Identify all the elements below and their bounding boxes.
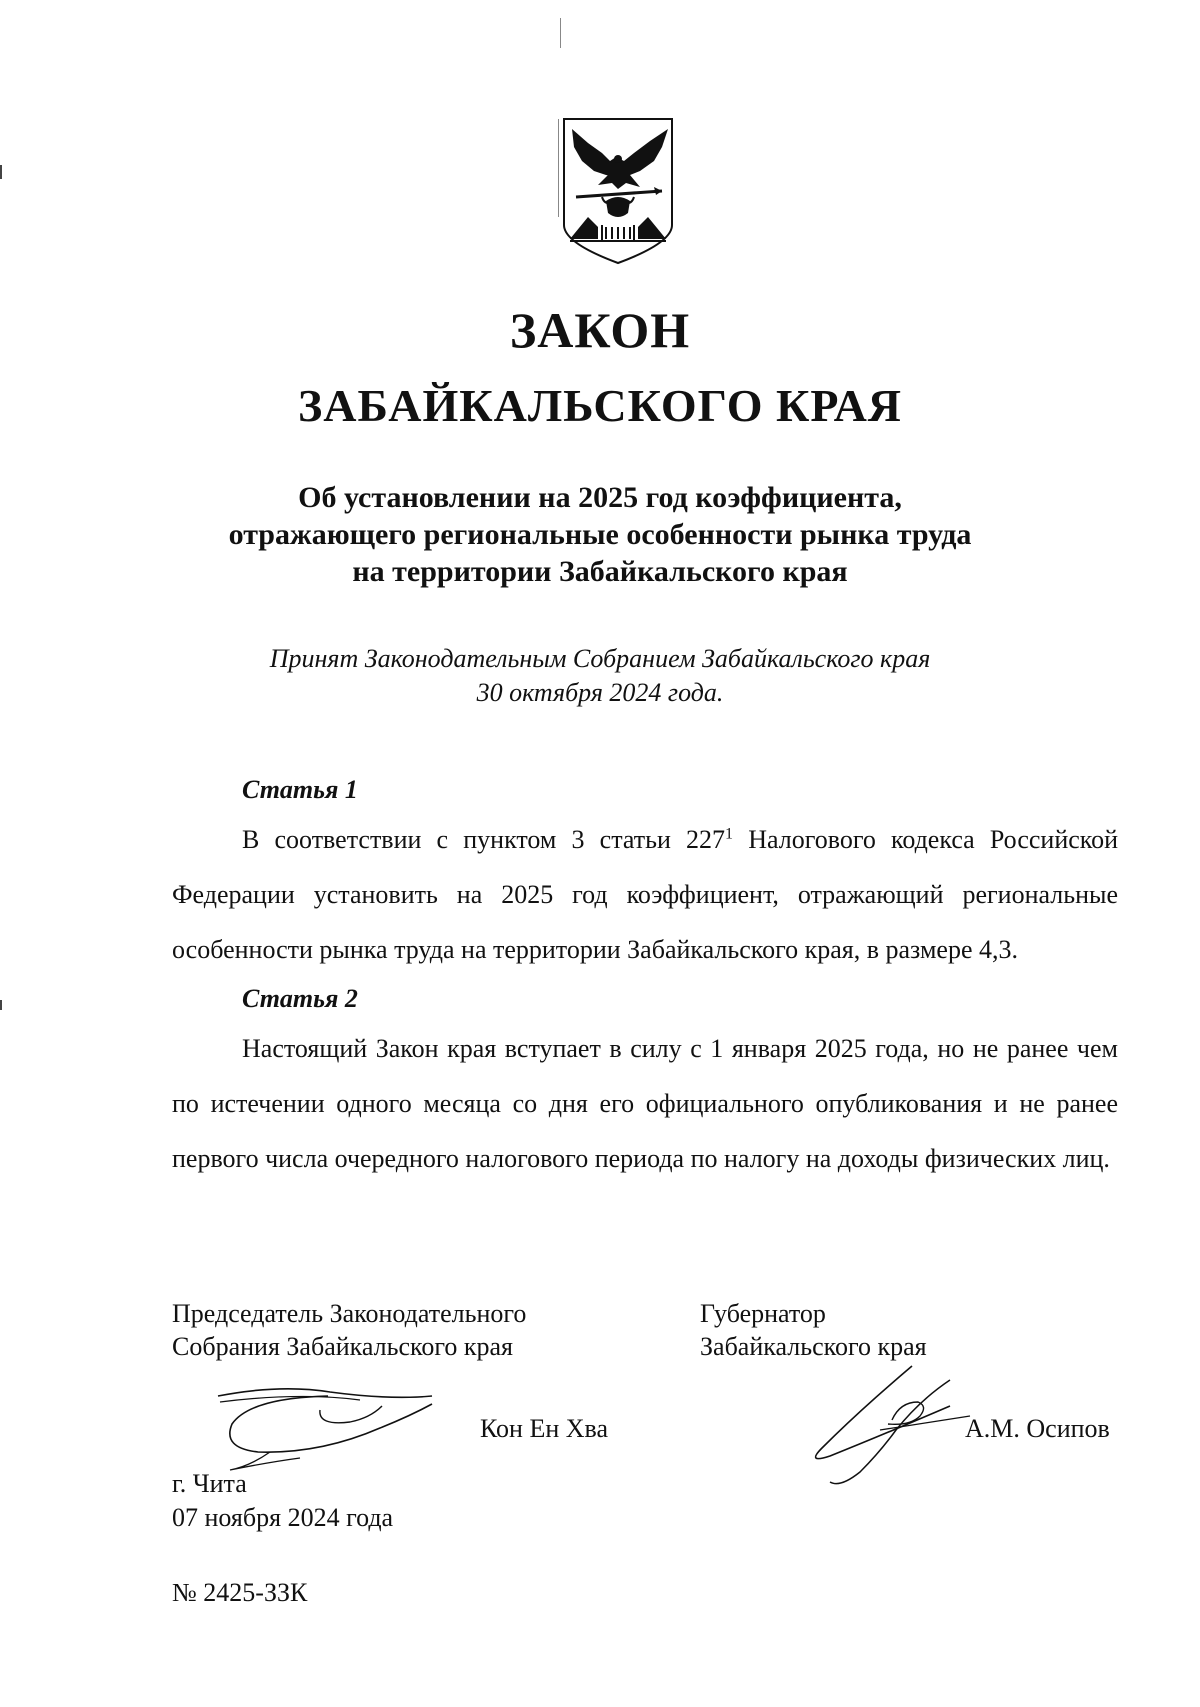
article-1-text-end: Налогового кодекса Российской Федерации установить на 2025 год коэффициент, отражающий региональные особенности рынка труда на территории Забайкальского края, в размере 4,3.: [172, 825, 1119, 964]
chairman-name: Кон Ен Хва: [480, 1414, 609, 1443]
document-title: ЗАКОН: [509, 302, 691, 358]
law-subject-line: отражающего региональные особенности рынка труда: [228, 518, 972, 551]
signing-date: 07 ноября 2024 года: [172, 1503, 394, 1532]
chairman-title: [172, 1297, 526, 1363]
law-subject: [100, 479, 1100, 590]
scan-edge-mark-left: [0, 165, 2, 179]
document-region: ЗАБАЙКАЛЬСКОГО КРАЯ: [297, 380, 903, 431]
chairman-handwritten-signature: [210, 1378, 450, 1478]
governor-title: [700, 1297, 927, 1363]
law-subject-line: на территории Забайкальского края: [352, 555, 848, 588]
governor-title-line: Губернатор: [700, 1299, 826, 1328]
article-1-text: [172, 812, 1118, 977]
scan-edge-mark-left-2: [0, 1000, 2, 1010]
chairman-title-line: Собрания Забайкальского края: [172, 1332, 513, 1361]
article-2-heading: Статья 2: [242, 984, 358, 1013]
adoption-note-line: Принят Законодательным Собранием Забайкальского края: [269, 644, 931, 673]
article-1-superscript: 1: [725, 825, 734, 843]
adoption-date: 30 октября 2024 года.: [476, 678, 724, 707]
governor-name: А.М. Осипов: [965, 1414, 1110, 1443]
article-1-heading: Статья 1: [242, 775, 358, 804]
governor-title-line: Забайкальского края: [700, 1332, 927, 1361]
law-number: № 2425-ЗЗК: [172, 1578, 308, 1607]
law-subject-line: Об установлении на 2025 год коэффициента,: [298, 481, 902, 514]
coat-of-arms-icon: [558, 117, 678, 265]
signing-city: г. Чита: [172, 1469, 247, 1498]
scan-edge-mark-top: [560, 18, 561, 48]
adoption-note: [100, 642, 1100, 710]
article-2-text: Настоящий Закон края вступает в силу с 1 января 2025 года, но не ранее чем по истечении одного месяца со дня его официального опубликования и не ранее первого числа очередного налогового периода по налогу на доходы физических лиц.: [172, 1034, 1118, 1173]
governor-handwritten-signature: [800, 1360, 980, 1490]
article-1-text-start: В соответствии с пунктом 3 статьи 227: [242, 825, 726, 854]
chairman-title-line: Председатель Законодательного: [172, 1299, 527, 1328]
